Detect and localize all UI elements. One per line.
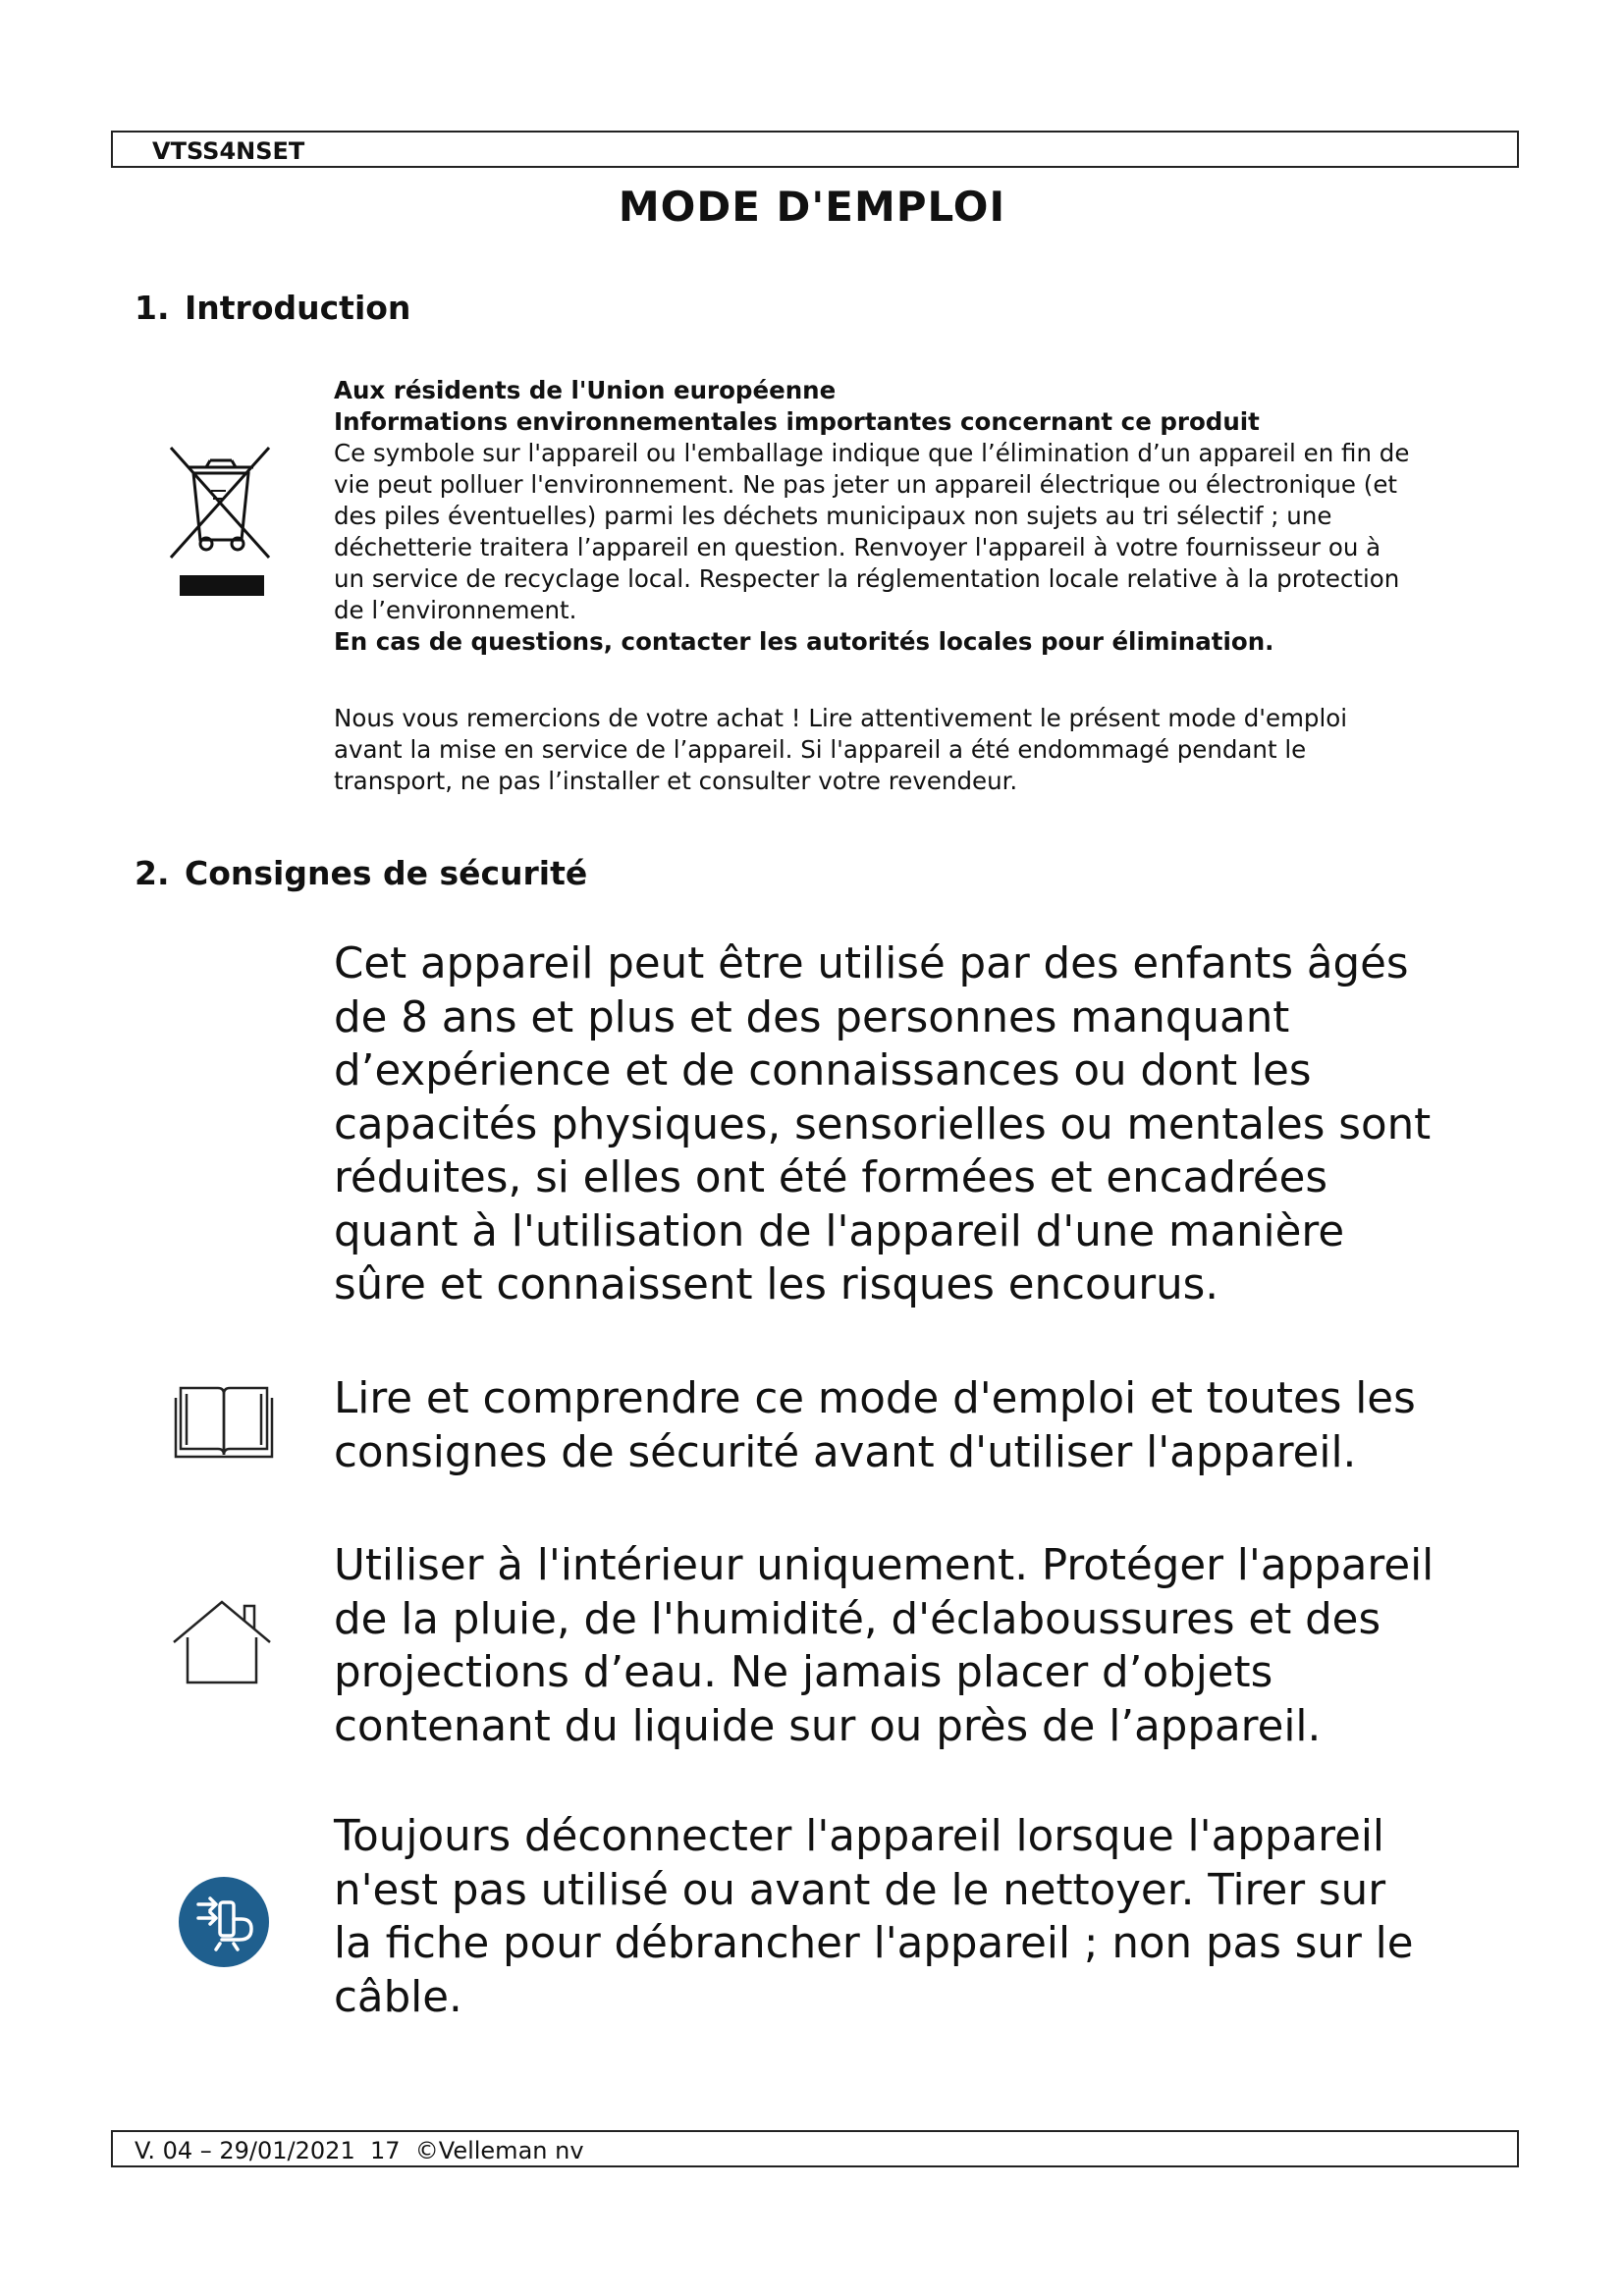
indoor-line-0: Utiliser à l'intérieur uniquement. Protéger l'appareil	[334, 1541, 1435, 1590]
unplug-icon	[177, 1875, 271, 1973]
unplug-warning	[334, 1810, 1492, 2024]
children-line-4: réduites, si elles ont été formées et encadrées	[334, 1153, 1328, 1202]
env-line-1: vie peut polluer l'environnement. Ne pas jeter un appareil électrique ou électronique (et	[334, 470, 1398, 499]
unplug-line-1: n'est pas utilisé ou avant de le nettoyer. Tirer sur	[334, 1865, 1386, 1915]
unplug-line-2: la fiche pour débrancher l'appareil ; non pas sur le	[334, 1919, 1414, 1968]
env-heading: Informations environnementales importantes concernant ce produit	[334, 407, 1260, 436]
header-box	[111, 131, 1519, 168]
indoor-line-2: projections d’eau. Ne jamais placer d’objets	[334, 1648, 1273, 1697]
thanks-text	[334, 703, 1492, 797]
indoor-line-3: contenant du liquide sur ou près de l’appareil.	[334, 1701, 1322, 1751]
questions-line: En cas de questions, contacter les autorités locales pour élimination.	[334, 627, 1274, 656]
children-line-2: d’expérience et de connaissances ou dont les	[334, 1046, 1312, 1095]
children-line-1: de 8 ans et plus et des personnes manquant	[334, 992, 1290, 1042]
manual-line-1: consignes de sécurité avant d'utiliser l'appareil.	[334, 1427, 1357, 1477]
section-1-heading	[135, 289, 410, 327]
footer-text: V. 04 – 29/01/2021 17 ©Velleman nv	[135, 2137, 584, 2164]
env-line-0: Ce symbole sur l'appareil ou l'emballage indique que l’élimination d’un appareil en fin de	[334, 439, 1410, 467]
children-line-5: quant à l'utilisation de l'appareil d'une manière	[334, 1206, 1345, 1256]
section-2-heading	[135, 854, 587, 892]
manual-line-0: Lire et comprendre ce mode d'emploi et toutes les	[334, 1374, 1416, 1423]
env-line-2: des piles éventuelles) parmi les déchets municipaux non sujets au tri sélectif ; une	[334, 502, 1332, 530]
env-line-3: déchetterie traitera l’appareil en question. Renvoyer l'appareil à votre fournisseur ou à	[334, 533, 1381, 561]
intro-text	[334, 375, 1492, 658]
section-1-number: 1.	[135, 289, 170, 327]
house-icon	[170, 1598, 274, 1690]
model-label: VTSS4NSET	[152, 137, 305, 165]
unplug-line-3: câble.	[334, 1972, 462, 2022]
children-line-0: Cet appareil peut être utilisé par des enfants âgés	[334, 939, 1409, 988]
children-warning	[334, 937, 1492, 1312]
children-line-3: capacités physiques, sensorielles ou mentales sont	[334, 1099, 1432, 1149]
indoor-warning	[334, 1539, 1492, 1753]
thanks-line-0: Nous vous remercions de votre achat ! Lire attentivement le présent mode d'emploi	[334, 704, 1348, 732]
children-line-6: sûre et connaissent les risques encourus.	[334, 1260, 1219, 1309]
manual-warning	[334, 1372, 1492, 1479]
section-1-title: Introduction	[185, 289, 411, 327]
unplug-line-0: Toujours déconnecter l'appareil lorsque l'appareil	[334, 1812, 1384, 1861]
footer-box	[111, 2130, 1519, 2167]
section-2-number: 2.	[135, 854, 170, 892]
thanks-line-2: transport, ne pas l’installer et consulter votre revendeur.	[334, 767, 1018, 795]
book-icon	[173, 1384, 275, 1467]
env-line-5: de l’environnement.	[334, 596, 577, 624]
eu-heading: Aux résidents de l'Union européenne	[334, 376, 837, 404]
indoor-line-1: de la pluie, de l'humidité, d'éclaboussures et des	[334, 1594, 1381, 1644]
thanks-line-1: avant la mise en service de l’appareil. Si l'appareil a été endommagé pendant le	[334, 735, 1307, 764]
weee-bin-icon	[167, 444, 275, 601]
env-line-4: un service de recyclage local. Respecter la réglementation locale relative à la protection	[334, 564, 1400, 593]
section-2-title: Consignes de sécurité	[185, 854, 588, 892]
page-title: MODE D'EMPLOI	[618, 183, 1006, 231]
